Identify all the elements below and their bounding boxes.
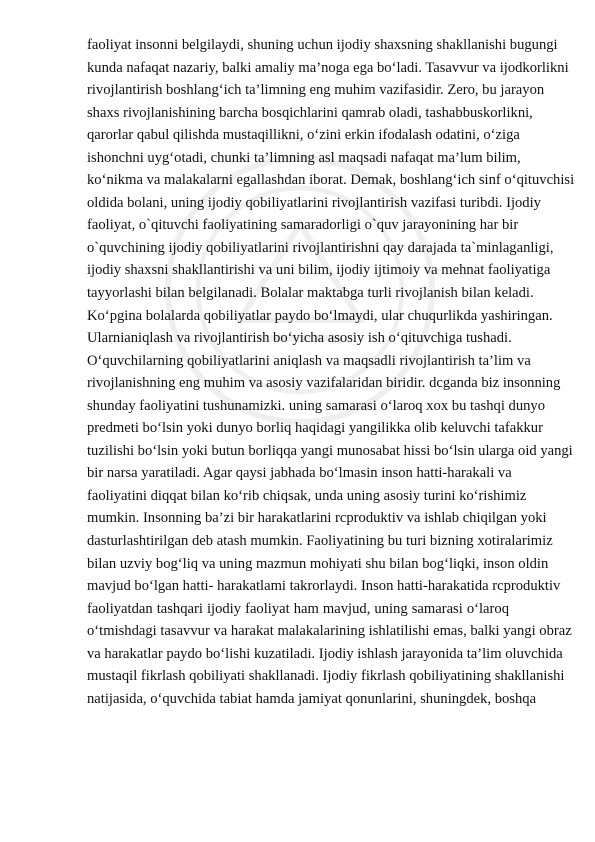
text-line: o‘tmishdagi tasavvur va harakat malakalarining ishlatilishi emas, balki yangi obraz xyxy=(87,623,572,640)
text-line: Ko‘pgina bolalarda qobiliyatlar paydo bo‘lmaydi, ular chuqurlikda yashiringan. xyxy=(87,307,553,324)
text-line: faoliyatdan tashqari ijodiy faoliyat ham mavjud, uning samarasi o‘laroq xyxy=(87,600,509,617)
text-line: ko‘nikma va malakalarni egallashdan iborat. Demak, boshlang‘ich sinf o‘qituvchisi xyxy=(87,172,575,189)
text-line: shaxs rivojlanishining barcha bosqichlarini qamrab oladi, tashabbuskorlikni, xyxy=(87,104,533,121)
text-line: ijodiy shaxsni shakllantirishi va uni bilim, ijodiy ijtimoiy va mehnat faoliyatiga xyxy=(87,262,551,279)
text-line: kunda nafaqat nazariy, balki amaliy ma’noga ega bo‘ladi. Tasavvur va ijodkorlikni xyxy=(87,59,569,76)
text-line: dasturlashtirilgan deb atash mumkin. Faoliyatining bu turi bizning xotiralarimiz xyxy=(87,533,553,550)
text-line: O‘quvchilarning qobiliyatlarini aniqlash va maqsadli rivojlantirish ta’lim va xyxy=(87,352,531,369)
text-line: Ularnianiqlash va rivojlantirish bo‘yicha asosiy ish o‘qituvchiga tushadi. xyxy=(87,330,512,347)
text-line: oldida bolani, uning ijodiy qobiliyatlarini rivojlantirish vazifasi turibdi. Ijodiy xyxy=(87,194,541,211)
text-line: rivojlanishning eng muhim va asosiy vazifalaridan biridir. dcganda biz insonning xyxy=(87,375,561,392)
text-line: ishonchni uyg‘otadi, chunki ta’limning asl maqsadi nafaqat ma’lum bilim, xyxy=(87,149,521,166)
text-line: natijasida, o‘quvchida tabiat hamda jamiyat qonunlarini, shuningdek, boshqa xyxy=(87,690,537,707)
text-line: rivojlantirish boshlang‘ich ta’limning eng muhim vazifasidir. Zero, bu jarayon xyxy=(87,82,545,99)
text-line: mustaqil fikrlash qobiliyati shakllanadi. Ijodiy fikrlash qobiliyatining shakllanishi xyxy=(87,668,565,685)
text-line: bir narsa yaratiladi. Agar qaysi jabhada bo‘lmasin inson hatti-harakali va xyxy=(87,465,512,482)
text-line: tayyorlashi bilan belgilanadi. Bolalar maktabga turli rivojlanish bilan keladi. xyxy=(87,285,534,302)
text-line: bilan uzviy bog‘liq va uning mazmun mohiyati shu bilan bog‘liqki, inson oldin xyxy=(87,555,549,572)
text-line: faoliyatini diqqat bilan ko‘rib chiqsak, unda uning asosiy turini ko‘rishimiz xyxy=(87,487,527,504)
text-line: o`quvchining ijodiy qobiliyatlarini rivojlantirishni qay darajada ta`minlaganligi, xyxy=(87,239,554,256)
text-line: shunday faoliyatini tushunamizki. uning samarasi o‘laroq xox bu tashqi dunyo xyxy=(87,397,546,414)
text-line: tuzilishi bo‘lsin yoki butun borliqqa yangi munosabat hissi bo‘lsin ularga oid yangi xyxy=(87,442,573,459)
text-line: faoliyat insonni belgilaydi, shuning uchun ijodiy shaxsning shakllanishi bugungi xyxy=(87,37,558,53)
text-line: mavjud bo‘lgan hatti- harakatlami takrorlaydi. Inson hatti-harakatida rcproduktiv xyxy=(87,578,561,595)
text-line: predmeti bo‘lsin yoki dunyo borliq haqidagi yangilikka olib keluvchi tafakkur xyxy=(87,420,543,437)
text-line: va harakatlar paydo bo‘lishi kuzatiladi. Ijodiy ishlash jarayonida ta’lim oluvchida xyxy=(87,645,563,662)
body-text xyxy=(87,34,575,710)
text-line: qarorlar qabul qilishda mustaqillikni, o‘zini erkin ifodalash odatini, o‘ziga xyxy=(87,127,520,144)
text-line: faoliyat, o`qituvchi faoliyatining samaradorligi o`quv jarayonining har bir xyxy=(87,217,519,234)
text-line: mumkin. Insonning ba’zi bir harakatlarini rcproduktiv va ishlab chiqilgan yoki xyxy=(87,510,547,527)
